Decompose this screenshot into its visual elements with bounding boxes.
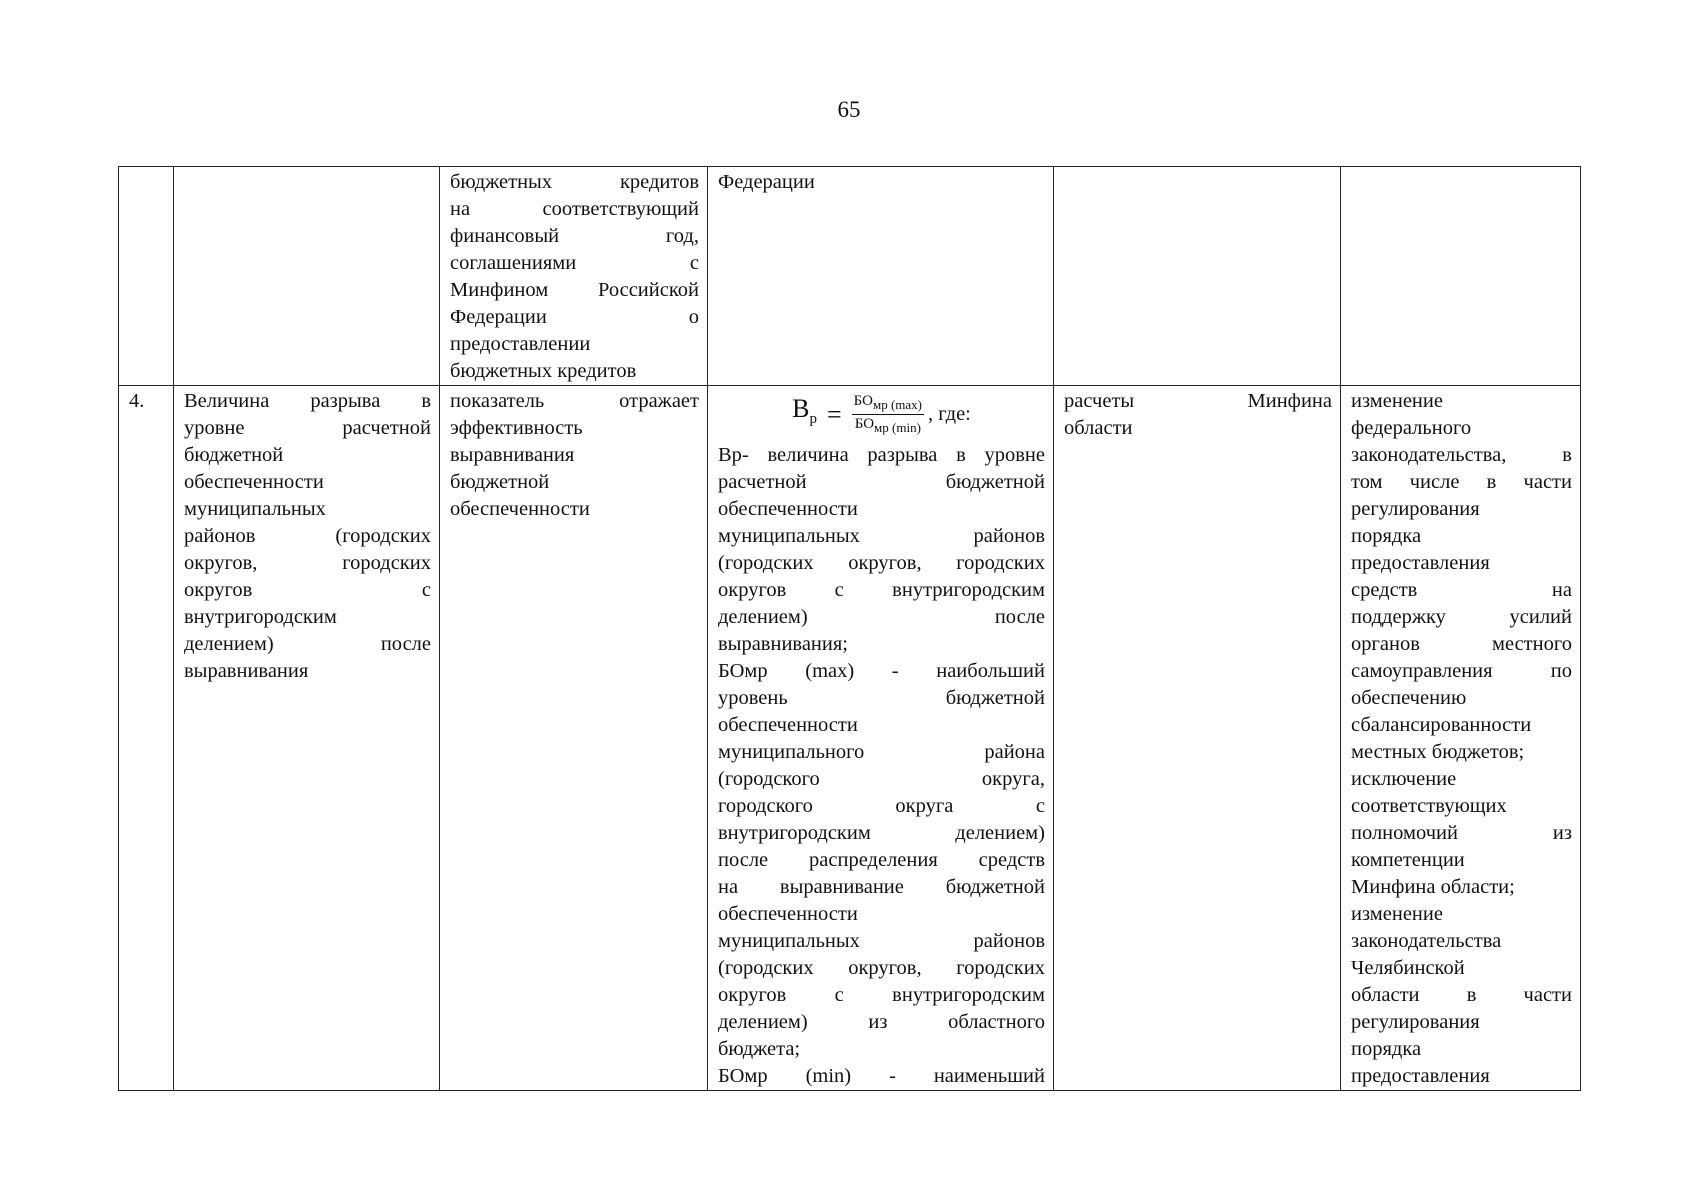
description-line: выравнивания (450, 444, 575, 466)
formula-numerator (852, 392, 924, 415)
name-line: уровне расчетной (184, 417, 431, 439)
name-line: округов, городских (184, 552, 431, 574)
name-line: бюджетной (184, 444, 284, 466)
risks-line: сбалансированности (1351, 714, 1532, 736)
denominator-subscript: мр (min) (874, 419, 921, 435)
formula-equals: = (826, 399, 842, 429)
risks-line: законодательства, в (1351, 444, 1572, 466)
table-row-4 (119, 386, 1581, 1091)
name-line: округов с (184, 579, 431, 601)
name-line: обеспеченности (184, 471, 324, 493)
explanation-line: (городских округов, городских (718, 957, 1045, 979)
risks-line: поддержку усилий (1351, 606, 1572, 628)
cell-description (440, 167, 708, 386)
name-line: муниципальных (184, 498, 326, 520)
risks-line: компетенции (1351, 849, 1465, 871)
explanation-line: (городского округа, (718, 768, 1045, 790)
risks-line: местных бюджетов; (1351, 741, 1525, 763)
numerator-symbol: БО (853, 392, 873, 409)
risks-line: самоуправления по (1351, 660, 1572, 682)
description-line: показатель отражает (450, 390, 699, 412)
explanation-line: расчетной бюджетной (718, 471, 1045, 493)
explanation-line: муниципальных районов (718, 930, 1045, 952)
description-line: эффективность (450, 417, 583, 439)
formula-tail: , где: (928, 402, 971, 425)
explanation-line: обеспеченности (718, 498, 858, 520)
risks-line: регулирования (1351, 1011, 1480, 1033)
description-line: бюджетных кредитов (450, 360, 637, 382)
risks-line: Минфина области; (1351, 876, 1515, 898)
cell-formula (708, 386, 1054, 1091)
risks-line: средств на (1351, 579, 1572, 601)
cell-source (1054, 167, 1341, 386)
risks-line: том числе в части (1351, 471, 1572, 493)
cell-description (440, 386, 708, 1091)
description-line: предоставлении (450, 333, 591, 355)
name-line: выравнивания (184, 660, 309, 682)
explanation-line: обеспеченности (718, 903, 858, 925)
explanation-line: округов с внутригородским (718, 984, 1045, 1006)
cell-indicator-name (174, 167, 440, 386)
description-line: Федерации о (450, 306, 699, 328)
risks-line: Челябинской (1351, 957, 1465, 979)
description-line: Минфином Российской (450, 279, 699, 301)
risks-line: органов местного (1351, 633, 1572, 655)
explanation-line: Вр- величина разрыва в уровне (718, 444, 1045, 466)
risks-line: исключение (1351, 768, 1457, 790)
explanation-line: бюджета; (718, 1038, 801, 1060)
cell-formula: Федерации (708, 167, 1054, 386)
description-line: бюджетных кредитов (450, 171, 699, 193)
risks-line: порядка (1351, 1038, 1422, 1060)
name-line: делением) после (184, 633, 431, 655)
risks-line: законодательства (1351, 930, 1502, 952)
formula-lhs-symbol: В (792, 393, 810, 423)
name-line: районов (городских (184, 525, 431, 547)
risks-line: предоставления (1351, 1065, 1490, 1087)
source-line: расчеты Минфина (1064, 390, 1332, 412)
explanation-line: после распределения средств (718, 849, 1045, 871)
explanation-line: (городских округов, городских (718, 552, 1045, 574)
formula (718, 388, 1045, 440)
formula-lhs (792, 395, 817, 433)
indicators-table (118, 166, 1581, 1091)
denominator-symbol: БО (854, 415, 875, 432)
risks-line: изменение (1351, 390, 1443, 412)
explanation-line: внутригородским делением) (718, 822, 1045, 844)
explanation-line: БОмр (max) - наибольший (718, 660, 1045, 682)
cell-indicator-name (174, 386, 440, 1091)
risks-line: обеспечению (1351, 687, 1467, 709)
cell-source (1054, 386, 1341, 1091)
risks-line: порядка (1351, 525, 1422, 547)
explanation-line: делением) из областного (718, 1011, 1045, 1033)
cell-risks (1341, 167, 1581, 386)
formula-fraction (852, 392, 924, 437)
risks-line: изменение (1351, 903, 1443, 925)
risks-line: регулирования (1351, 498, 1480, 520)
description-line: на соответствующий (450, 198, 699, 220)
risks-line: полномочий из (1351, 822, 1572, 844)
explanation-line: делением) после (718, 606, 1045, 628)
description-line: обеспеченности (450, 498, 590, 520)
risks-line: предоставления (1351, 552, 1490, 574)
source-line: области (1064, 417, 1133, 439)
explanation-line: городского округа с (718, 795, 1045, 817)
page-number: 65 (837, 97, 861, 122)
explanation-line: уровень бюджетной (718, 687, 1045, 709)
explanation-line: муниципальных районов (718, 525, 1045, 547)
explanation-line: на выравнивание бюджетной (718, 876, 1045, 898)
risks-line: соответствующих (1351, 795, 1507, 817)
description-line: соглашениями с (450, 252, 699, 274)
explanation-line: округов с внутригородским (718, 579, 1045, 601)
name-line: внутригородским (184, 606, 337, 628)
explanation-line: БОмр (min) - наименьший (718, 1065, 1045, 1087)
formula-denominator (853, 415, 923, 437)
numerator-subscript: мр (max) (872, 396, 922, 412)
description-line: бюджетной (450, 471, 550, 493)
name-line: Величина разрыва в (184, 390, 431, 412)
cell-number (119, 167, 174, 386)
explanation-line: выравнивания; (718, 633, 848, 655)
table-row-continued (119, 167, 1581, 386)
explanation-line: обеспеченности (718, 714, 858, 736)
formula-lhs-subscript: р (809, 411, 817, 428)
risks-line: области в части (1351, 984, 1572, 1006)
risks-line: федерального (1351, 417, 1472, 439)
description-line: финансовый год, (450, 225, 699, 247)
explanation-line: муниципального района (718, 741, 1045, 763)
cell-number: 4. (119, 386, 174, 1091)
cell-risks (1341, 386, 1581, 1091)
